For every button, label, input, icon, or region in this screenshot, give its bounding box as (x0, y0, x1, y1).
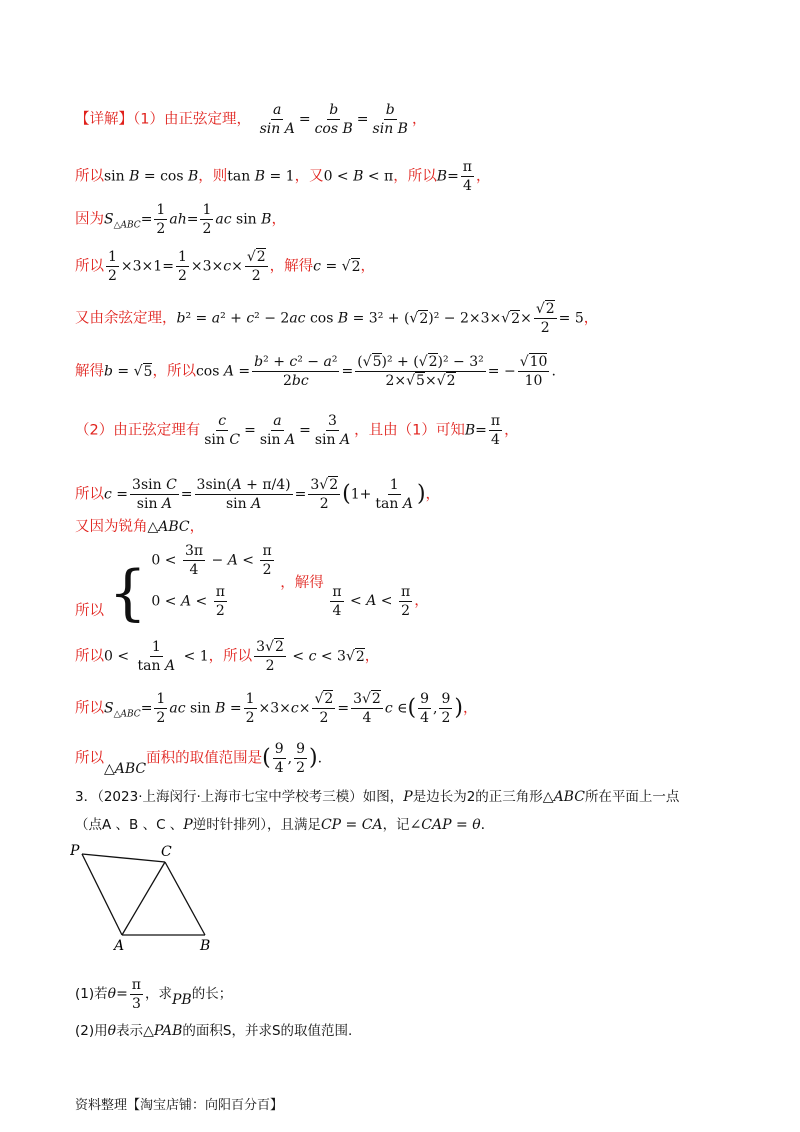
solution-line-4: 所以 $\frac{1}{2}$ ×3×1= $\frac{1}{2}$ ×3×c× $\frac{√2}{2}$ ，解得c = √2， (75, 249, 375, 284)
solution-line-9: 又因为锐角△ABC， (75, 519, 205, 535)
solution-line-12: 所以$S_{\triangle ABC}=$ $\frac{1}{2}$ ac sin B = $\frac{1}{2}$ ×3×c× $\frac{√2}{2}$ = $\frac{3√2}{4}$ c ∈( $\frac{9}{4}$ , $\frac{9}{2}$ )， (75, 691, 478, 726)
segment-ac (122, 862, 165, 935)
solution-line-5: 又由余弦定理，b² = a² + c² − 2ac cos B = 3² + (√2)² − 2×3×√2× $\frac{√2}{2}$ = 5， (75, 301, 599, 336)
solution-line-6: 解得b = √5，所以cos A = $\frac{\text{b² + c² − a²}}{2bc}$ = $\frac{\text{(√5)² + (√2)² − 3²}}{2\times√5\times√2}$ = − $\frac{√10}{10}$ . (75, 354, 556, 389)
label-a: A (114, 938, 125, 952)
solution-line-11: 所以0 < $\frac{1}{\text{tan A}}$ < 1，所以 $\frac{3√2}{2}$ < c < 3√2， (75, 639, 380, 674)
footer-note: 资料整理【淘宝店铺：向阳百分百】 (75, 1098, 284, 1113)
segment-pc (82, 854, 165, 862)
solution-line-1: 【详解】（1）由正弦定理， $\frac{a}{\text{sin A}}$ = $\frac{b}{\text{cos B}}$ = $\frac{b}{\text{sin B}}$ ， (75, 102, 427, 137)
solution-line-10: 所以 { 0 < $\frac{3\pi}{4}$ − A < $\frac{\pi}{2}$ 0 < A < $\frac{\pi}{2}$ ，解得 $\frac{\pi}{4}$ < A < $\frac{\pi}{2}$ ， (75, 543, 429, 628)
segment-cb (165, 862, 205, 935)
solution-line-2: 所以sin B = cos B，则tan B = 1，又0 < B < π，所以B= $\frac{\pi}{4}$ ， (75, 159, 491, 194)
label-c: C (161, 844, 172, 860)
solution-line-13: 所以△ABC面积的取值范围是( $\frac{9}{4}$ , $\frac{9}{2}$ ). (75, 741, 323, 777)
question-1: (1)若θ= $\frac{\pi}{3}$ ，求PB的长； (75, 977, 233, 1012)
solution-line-3: 因为$S_{\triangle ABC}=$ $\frac{1}{2}$ ah= $\frac{1}{2}$ ac sin B， (75, 202, 286, 237)
rhombus-figure (70, 842, 230, 952)
label-b: B (200, 938, 211, 952)
segment-pa (82, 854, 122, 935)
solution-line-7: （2）由正弦定理有 $\frac{c}{\text{sin C}}$ = $\frac{a}{\text{sin A}}$ = $\frac{3}{\text{sin A}}$ ，且由（1）可知B= $\frac{\pi}{4}$ ， (75, 413, 519, 448)
question-2: (2)用θ表示△PAB的面积S，并求S的取值范围. (75, 1023, 353, 1039)
solution-line-8: 所以c = $\frac{\text{3sin C}}{\text{sin A}}$ = $\frac{3\sin(A + \pi/4)}{\text{sin A}}$ = $\frac{3√2}{2}$ (1+ $\frac{1}{\text{tan A}}$ )， (75, 477, 441, 512)
label-p: P (70, 843, 80, 859)
problem-line-2: （点A 、B 、C 、P逆时针排列），且满足CP = CA，记∠CAP = θ. (75, 817, 486, 833)
problem-line-1: 3．（2023·上海闵行·上海市七宝中学校考三模）如图，P是边长为2的正三角形△ABC所在平面上一点 (75, 789, 680, 805)
